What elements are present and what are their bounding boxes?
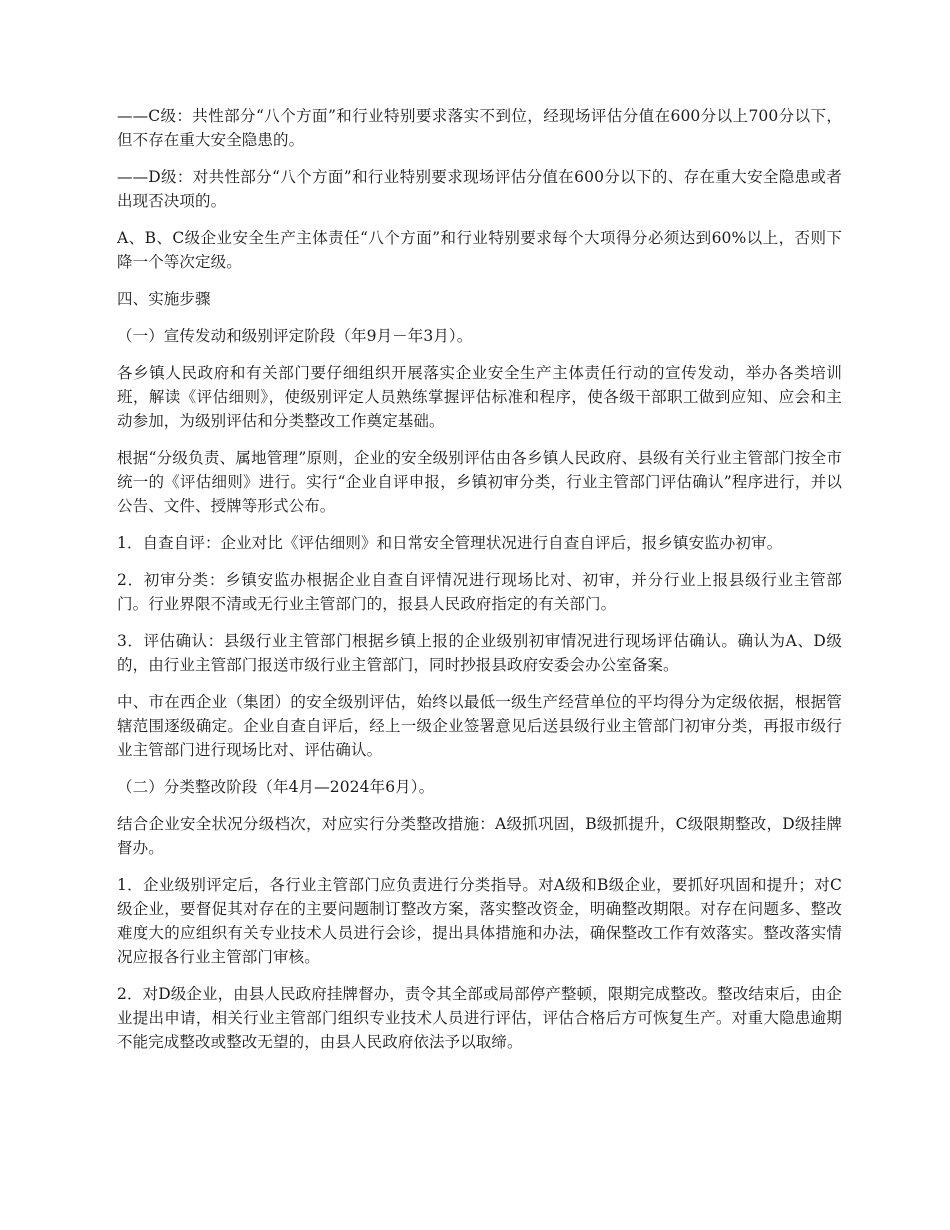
paragraph-step-self-check: 1．自查自评：企业对比《评估细则》和日常安全管理状况进行自查自评后，报乡镇安监办初审。 (117, 534, 783, 552)
paragraph-group-enterprises: 中、市在西企业（集团）的安全级别评估，始终以最低一级生产经营单位的平均得分为定级依据，根据管辖范围逐级确定。企业自查自评后，经上一级企业签署意见后送县级行业主管部门初审分类，再报市级行业主管部门进行现场比对、评估确认。 (117, 693, 842, 759)
paragraph-step-confirmation: 3．评估确认：县级行业主管部门根据乡镇上报的企业级别初审情况进行现场评估确认。确认为A、D级的，由行业主管部门报送市级行业主管部门，同时抄报县政府安委会办公室备案。 (117, 632, 842, 674)
subsection-heading-stage-one: （一）宣传发动和级别评定阶段（年9月－年3月）。 (117, 327, 473, 345)
paragraph-step-initial-review: 2．初审分类：乡镇安监办根据企业自查自评情况进行现场比对、初审，并分行业上报县级行业主管部门。行业界限不清或无行业主管部门的，报县人民政府指定的有关部门。 (117, 571, 842, 613)
section-heading-implementation-steps: 四、实施步骤 (117, 290, 211, 308)
paragraph-principle: 根据“分级负责、属地管理”原则，企业的安全级别评估由各乡镇人民政府、县级有关行业主管部门按全市统一的《评估细则》进行。实行“企业自评申报，乡镇初审分类，行业主管部门评估确认”程序进行，并以公告、文件、授牌等形式公布。 (117, 449, 842, 515)
paragraph-publicity: 各乡镇人民政府和有关部门要仔细组织开展落实企业安全生产主体责任行动的宣传发动，举办各类培训班，解读《评估细则》，使级别评定人员熟练掌握评估标准和程序，使各级干部职工做到应知、应会和主动参加，为级别评估和分类整改工作奠定基础。 (117, 364, 842, 430)
paragraph-classification-measures: 结合企业安全状况分级档次，对应实行分类整改措施：A级抓巩固，B级抓提升，C级限期整改，D级挂牌督办。 (117, 815, 842, 857)
paragraph-grade-threshold: A、B、C级企业安全生产主体责任“八个方面”和行业特别要求每个大项得分必须达到60%以上，否则下降一个等次定级。 (117, 229, 842, 271)
paragraph-rectification-guidance: 1．企业级别评定后，各行业主管部门应负责进行分类指导。对A级和B级企业，要抓好巩固和提升；对C级企业，要督促其对存在的主要问题制订整改方案，落实整改资金，明确整改期限。对存在问题多、整改难度大的应组织有关专业技术人员进行会诊，提出具体措施和办法，确保整改工作有效落实。整改落实情况应报各行业主管部门审核。 (117, 876, 842, 966)
paragraph-grade-c: ——C级：共性部分“八个方面”和行业特别要求落实不到位，经现场评估分值在600分以上700分以下，但不存在重大安全隐患的。 (117, 107, 842, 149)
paragraph-grade-d-supervision: 2．对D级企业，由县人民政府挂牌督办，责令其全部或局部停产整顿，限期完成整改。整改结束后，由企业提出申请，相关行业主管部门组织专业技术人员进行评估，评估合格后方可恢复生产。对重大隐患逾期不能完成整改或整改无望的，由县人民政府依法予以取缔。 (117, 985, 842, 1051)
subsection-heading-stage-two: （二）分类整改阶段（年4月—2024年6月）。 (117, 778, 435, 796)
paragraph-grade-d: ——D级：对共性部分“八个方面”和行业特别要求现场评估分值在600分以下的、存在重大安全隐患或者出现否决项的。 (117, 168, 842, 210)
